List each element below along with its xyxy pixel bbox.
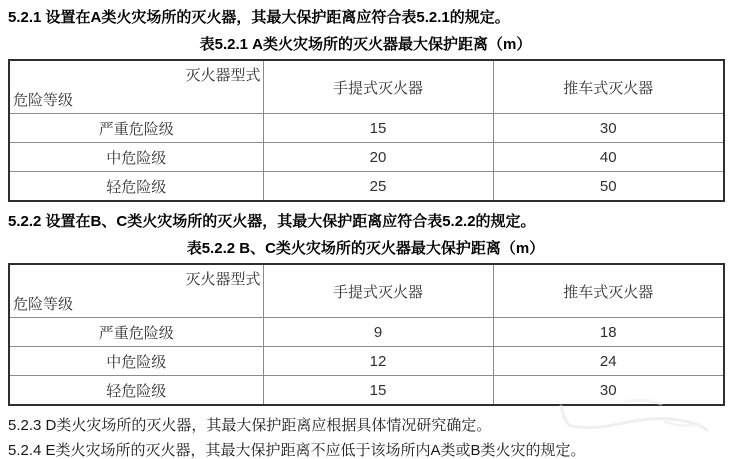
table-header-row [9,60,724,114]
column-header-portable: 手提式灭火器 [263,264,493,318]
distance-value: 18 [493,318,724,347]
corner-label-extinguisher-type: 灭火器型式 [185,67,261,84]
column-header-wheeled: 推车式灭火器 [493,60,724,114]
corner-header-cell [9,60,263,114]
column-header-portable: 手提式灭火器 [263,60,493,114]
distance-value: 20 [263,143,493,172]
clause-5-2-1: 5.2.1 设置在A类火灾场所的灭火器，其最大保护距离应符合表5.2.1的规定。 [8,9,510,26]
column-header-wheeled: 推车式灭火器 [493,264,724,318]
distance-value: 9 [263,318,493,347]
table-row [9,347,724,376]
distance-value: 40 [493,143,724,172]
corner-label-extinguisher-type: 灭火器型式 [185,271,261,288]
table-row [9,143,724,172]
clause-5-2-2: 5.2.2 设置在B、C类火灾场所的灭火器，其最大保护距离应符合表5.2.2的规定。 [8,213,536,230]
table-row [9,114,724,143]
distance-value: 15 [263,376,493,406]
table-5-2-1 [8,59,725,202]
corner-split-cell [10,265,263,317]
corner-label-hazard-level: 危险等级 [13,296,74,313]
distance-value: 30 [493,376,724,406]
distance-value: 24 [493,347,724,376]
clause-5-2-3: 5.2.3 D类火灾场所的灭火器，其最大保护距离应根据具体情况研究确定。 [8,417,492,434]
distance-value: 50 [493,172,724,202]
hazard-level-label: 严重危险级 [9,114,263,143]
table-5-2-2-title: 表5.2.2 B、C类火灾场所的灭火器最大保护距离（m） [186,240,545,257]
faint-watermark [555,392,715,436]
table-5-2-1-title: 表5.2.1 A类火灾场所的灭火器最大保护距离（m） [199,36,532,53]
table-row [9,172,724,202]
hazard-level-label: 严重危险级 [9,318,263,347]
distance-value: 30 [493,114,724,143]
hazard-level-label: 中危险级 [9,143,263,172]
hazard-level-label: 轻危险级 [9,376,263,406]
corner-split-cell [10,61,263,113]
distance-value: 15 [263,114,493,143]
table-header-row [9,264,724,318]
corner-header-cell [9,264,263,318]
hazard-level-label: 中危险级 [9,347,263,376]
distance-value: 25 [263,172,493,202]
table-5-2-2 [8,263,725,406]
table-row [9,318,724,347]
corner-label-hazard-level: 危险等级 [13,92,74,109]
distance-value: 12 [263,347,493,376]
clause-5-2-4: 5.2.4 E类火灾场所的灭火器，其最大保护距离不应低于该场所内A类或B类火灾的规定。 [8,442,586,459]
hazard-level-label: 轻危险级 [9,172,263,202]
